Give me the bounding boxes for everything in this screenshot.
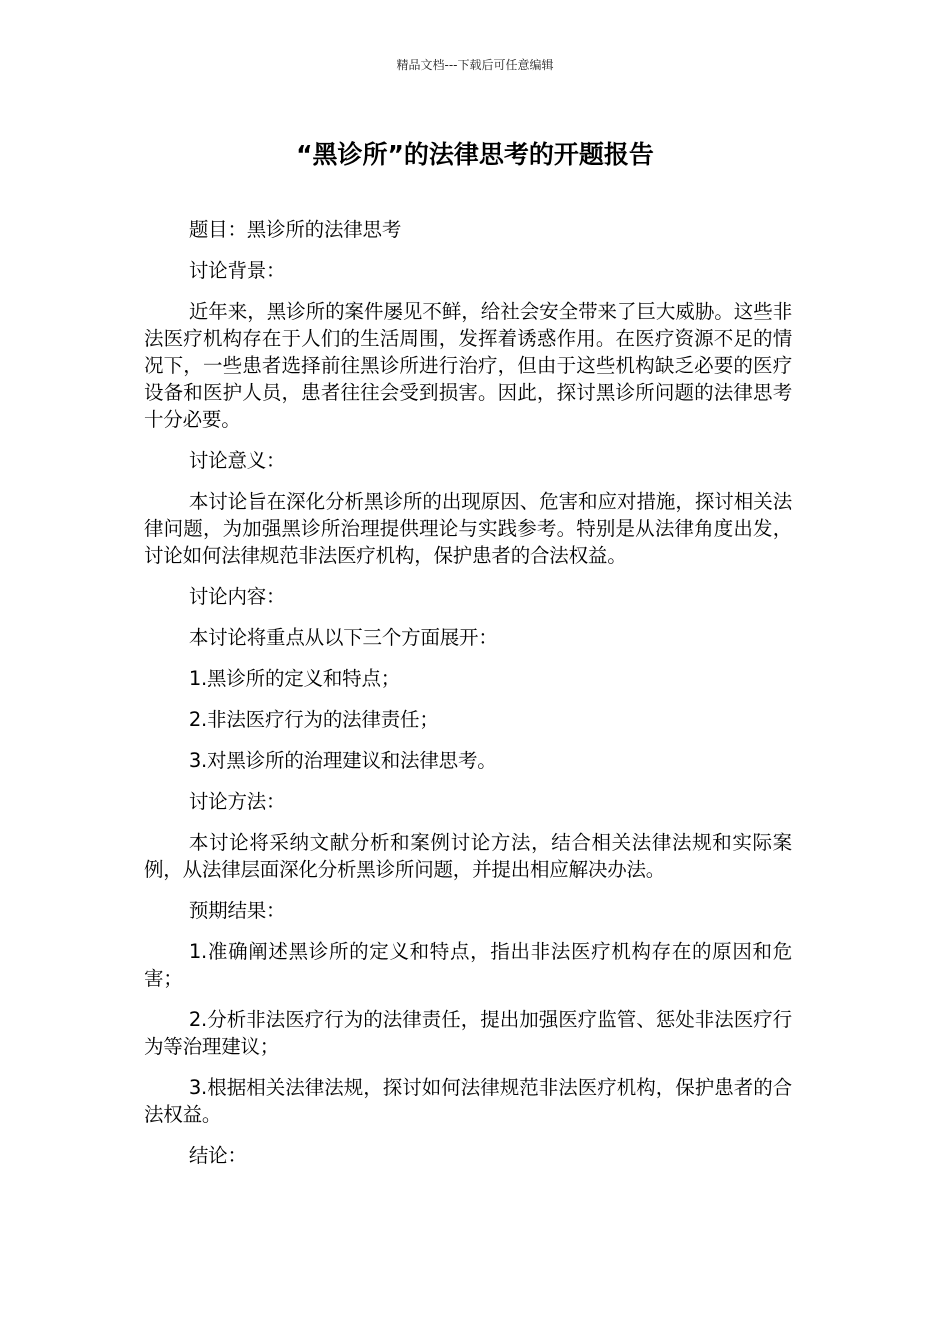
list-item-result-3: 3.根据相关法律法规，探讨如何法律规范非法医疗机构，保护患者的合法权益。	[144, 1076, 792, 1126]
paragraph-method: 本讨论将采纳文献分析和案例讨论方法，结合相关法律法规和实际案例，从法律层面深化分析黑诊所问题，并提出相应解决办法。	[144, 831, 792, 881]
page-header: 精品文档---下载后可任意编辑	[396, 58, 554, 72]
document-title: “黑诊所”的法律思考的开题报告	[296, 140, 654, 169]
document-body	[144, 216, 792, 1183]
list-item-content-2: 2.非法医疗行为的法律责任；	[188, 708, 439, 731]
list-item-result-1: 1.准确阐述黑诊所的定义和特点，指出非法医疗机构存在的原因和危害；	[144, 940, 792, 990]
heading-significance: 讨论意义：	[188, 449, 286, 472]
heading-background: 讨论背景：	[188, 259, 286, 282]
paragraph-content-intro: 本讨论将重点从以下三个方面展开：	[188, 626, 498, 649]
heading-content: 讨论内容：	[188, 585, 286, 608]
paragraph-topic: 题目：黑诊所的法律思考	[188, 218, 402, 241]
paragraph-significance: 本讨论旨在深化分析黑诊所的出现原因、危害和应对措施，探讨相关法律问题，为加强黑诊所治理提供理论与实践参考。特别是从法律角度出发，讨论如何法律规范非法医疗机构，保护患者的合法权益。	[144, 490, 792, 567]
list-item-result-2: 2.分析非法医疗行为的法律责任，提出加强医疗监管、惩处非法医疗行为等治理建议；	[144, 1008, 792, 1058]
paragraph-background: 近年来，黑诊所的案件屡见不鲜，给社会安全带来了巨大威胁。这些非法医疗机构存在于人们的生活周围，发挥着诱惑作用。在医疗资源不足的情况下，一些患者选择前往黑诊所进行治疗，但由于这些机构缺乏必要的医疗设备和医护人员，患者往往会受到损害。因此，探讨黑诊所问题的法律思考十分必要。	[144, 300, 792, 431]
heading-method: 讨论方法：	[188, 790, 286, 813]
heading-conclusion: 结论：	[188, 1144, 247, 1167]
list-item-content-1: 1.黑诊所的定义和特点；	[188, 667, 401, 690]
heading-expected-results: 预期结果：	[188, 899, 286, 922]
list-item-content-3: 3.对黑诊所的治理建议和法律思考。	[188, 749, 497, 772]
